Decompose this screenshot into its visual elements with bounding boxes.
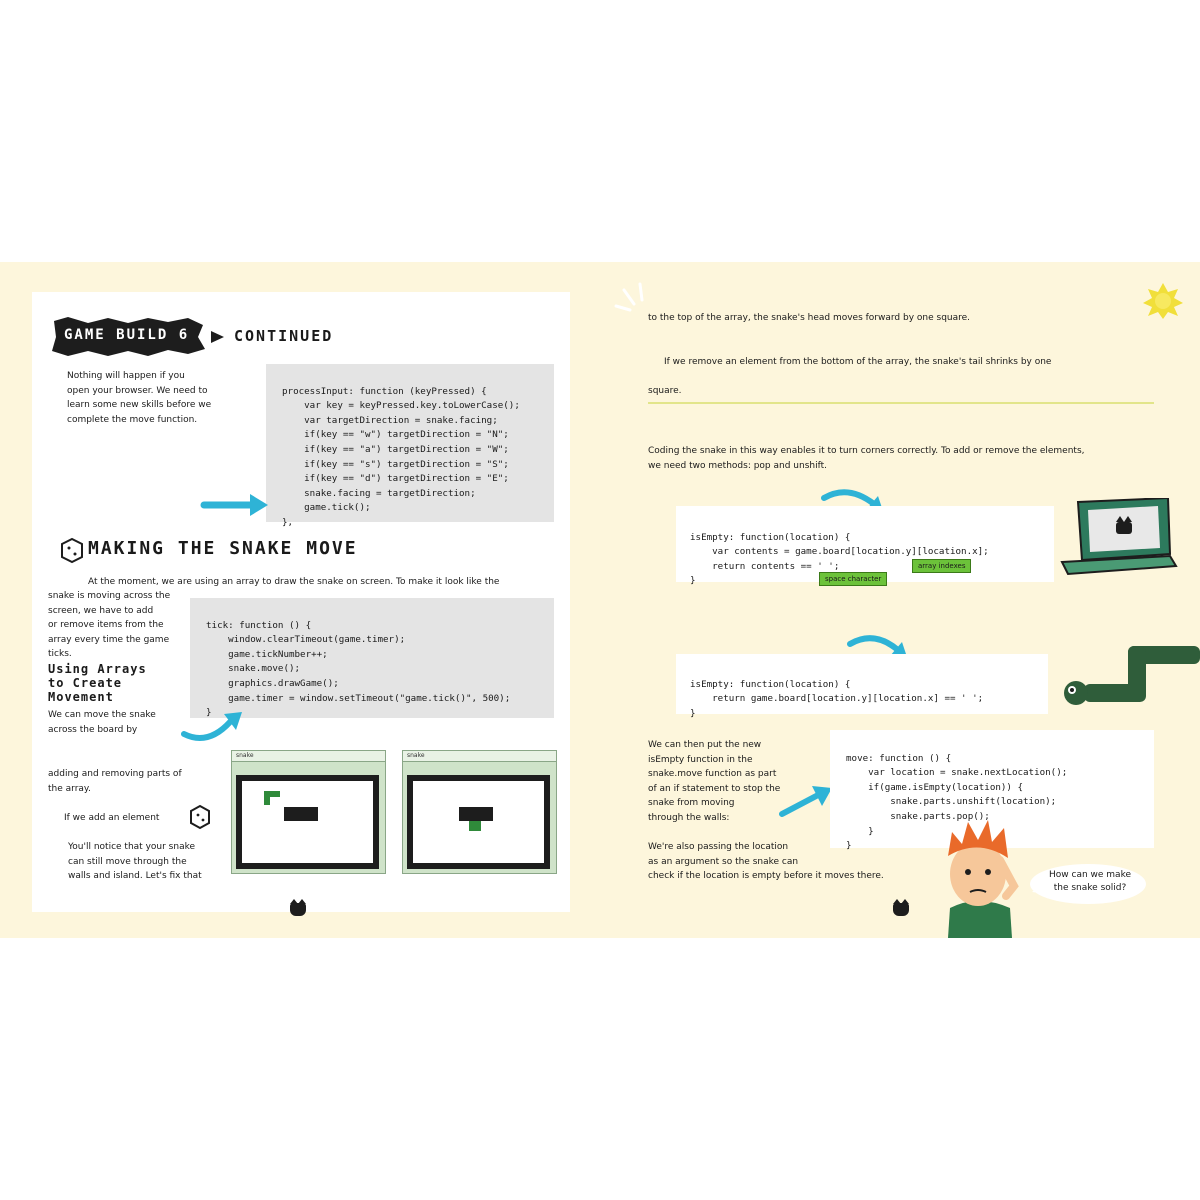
isempty-code-2: isEmpty: function(location) { return game.board[location.y][location.x] == ' '; }: [690, 678, 984, 719]
tag-array-indexes: array indexes: [912, 559, 971, 573]
boy-character-icon: [928, 816, 1028, 938]
para-adding: adding and removing parts of the array.: [48, 769, 182, 794]
move-code: move: function () { var location = snake.nextLocation(); if(game.isEmpty(location)) { snake.parts.unshift(location); snake.parts.pop(); } }: [846, 752, 1068, 852]
curved-arrow-icon: [178, 706, 248, 746]
tag-space-character: space character: [819, 572, 887, 586]
cat-logo-icon-left: [290, 903, 306, 916]
divider: [648, 402, 1154, 404]
pixel-snake-icon: [1056, 640, 1200, 712]
sun-icon: [1143, 283, 1183, 319]
para-notice: You'll notice that your snake can still move through the walls and island. Let's fix that: [68, 842, 202, 881]
tick-code: tick: function () { window.clearTimeout(game.timer); game.tickNumber++; snake.move(); graphics.drawGame(); game.timer = window.setTimeout("game.tick()", 500); }: [206, 619, 511, 719]
laptop-icon: [1058, 498, 1178, 578]
cube-icon-2: [188, 804, 212, 830]
speech-bubble-text: How can we make the snake solid?: [1049, 870, 1131, 893]
add-element-text: If we add an element: [64, 813, 160, 823]
para-then: We can then put the new isEmpty function in the snake.move function as part of an if statement to stop the snake from moving through the walls:: [648, 740, 781, 823]
para-snake-moving: snake is moving across the screen, we have to add or remove items from the array every time the game ticks.: [48, 591, 171, 659]
remove-line-text: If we remove an element from the bottom of the array, the snake's tail shrinks by one: [664, 357, 1052, 367]
cube-icon: [58, 536, 84, 564]
para-move-snake: We can move the snake across the board by: [48, 710, 156, 735]
game-window-1: snake: [231, 750, 386, 874]
intro-text: Nothing will happen if you open your browser. We need to learn some new skills before we complete the move function.: [67, 371, 212, 425]
para-passing: We're also passing the location as an argument so the snake can check if the location is empty before it moves there.: [648, 842, 884, 881]
continued-label: CONTINUED: [234, 327, 334, 345]
sparkle-lines-icon: [610, 280, 670, 340]
coding-text: Coding the snake in this way enables it to turn corners correctly. To add or remove the elements, we need two methods: pop and unshift.: [648, 446, 1085, 471]
game-window-2: snake: [402, 750, 557, 874]
cat-logo-icon-right: [893, 903, 909, 916]
blue-arrow-icon: [200, 492, 270, 518]
isempty-code-1: isEmpty: function(location) { var contents = game.board[location.y][location.x]; return contents == ' '; }: [690, 531, 989, 587]
game-build-badge: GAME BUILD 6: [64, 327, 190, 343]
para-at-the-moment: At the moment, we are using an array to draw the snake on screen. To make it look like the: [88, 577, 500, 587]
sub-heading-arrays: Using Arrays to Create Movement: [48, 662, 147, 704]
play-arrow-icon: [211, 331, 225, 343]
blue-arrow-icon-2: [778, 784, 838, 824]
remove-line2-text: square.: [648, 386, 682, 396]
top-line-text: to the top of the array, the snake's head moves forward by one square.: [648, 313, 971, 323]
process-input-code: processInput: function (keyPressed) { var key = keyPressed.key.toLowerCase(); var targetDirection = snake.facing; if(key == "w") targetDirection = "N"; if(key == "a") targetDirection = "W"; if(key == "s") targetDirection = "S"; if(key == "d") targetDirection = "E"; snake.facing = targetDirection; game.tick(); },: [282, 385, 520, 528]
section-title: MAKING THE SNAKE MOVE: [88, 538, 358, 559]
